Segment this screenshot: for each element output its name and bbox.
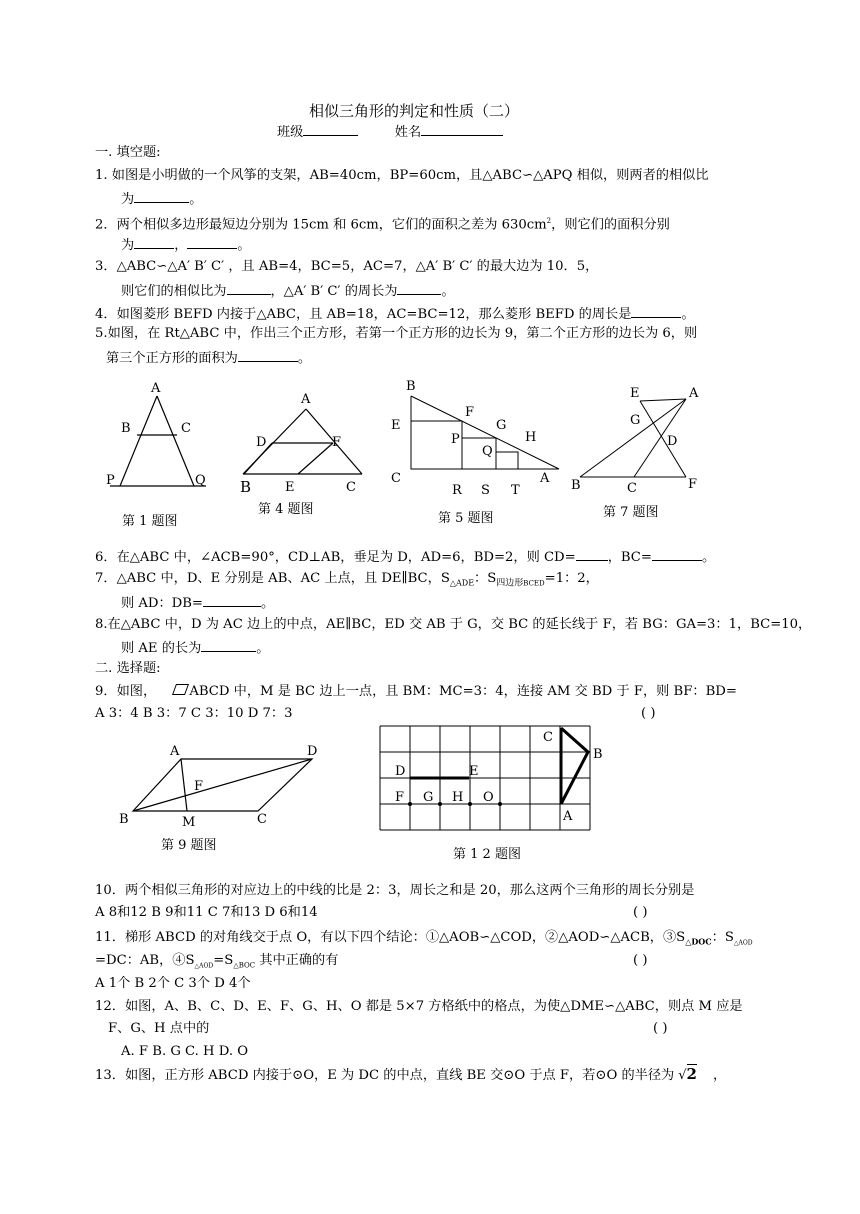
question-4: 4．如图菱形 BEFD 内接于△ABC，且 AB=18，AC=BC=12，那么菱形 BEFD 的周长是 。: [95, 307, 695, 322]
f5-label-S: S: [481, 483, 490, 498]
f12-label-E: E: [469, 764, 479, 779]
question-11: 11．梯形 ABCD 的对角线交于点 O，有以下四个结论：①△AOB∽△COD，②△AOD∽△ACB，$③S_{\triangle DOC}$：$S_{\triangle AOD}$: [95, 930, 753, 947]
name-label: 姓名: [394, 125, 422, 140]
question-9: 9．如图， ABCD 中，M 是 BC 边上一点，且 BM：MC=3：4，连接 AM 交 BD 于 F，则 BF：BD=: [95, 684, 737, 699]
question-3-cont: 则它们的相似比为 ，△A′ B′ C′ 的周长为 。: [121, 284, 455, 299]
f5-label-Q: Q: [482, 444, 493, 459]
f5-label-H: H: [525, 430, 537, 445]
page-title: 相似三角形的判定和性质（二）: [309, 102, 520, 120]
question-5-cont: 第三个正方形的面积为 。: [106, 351, 312, 366]
f7-label-A: A: [689, 386, 699, 401]
question-9-paren: ( ): [641, 706, 656, 721]
figure-12-caption: 第 1 2 题图: [453, 847, 521, 862]
question-8: 8.在△ABC 中，D 为 AC 边上的中点，AE∥BC，ED 交 AB 于 G，交 BC 的延长线于 F，若 BG：GA=3：1，BC=10，: [95, 617, 812, 632]
f5-label-C: C: [391, 471, 401, 486]
f1-label-P: P: [106, 473, 115, 488]
f12-label-D: D: [395, 764, 406, 779]
f4-label-A: A: [301, 392, 311, 407]
f1-label-B: B: [121, 421, 131, 436]
question-12-cont: F、G、H 点中的: [108, 1021, 210, 1036]
section-choice: 二. 选择题:: [95, 661, 161, 676]
f9-label-B: B: [119, 812, 129, 827]
question-10-paren: ( ): [633, 905, 648, 920]
f12-label-A: A: [563, 809, 573, 824]
section-fill-blank: 一. 填空题:: [95, 145, 161, 160]
figure-1-caption: 第 1 题图: [122, 514, 178, 529]
figure-9-caption: 第 9 题图: [161, 838, 217, 853]
f1-label-A: A: [151, 381, 161, 396]
question-12-paren: ( ): [653, 1021, 668, 1036]
question-6: 6．在△ABC 中，∠ACB=90°，CD⊥AB，垂足为 D，AD=6，BD=2，则 CD= ，BC= 。: [95, 550, 716, 565]
question-11-options: A 1个 B 2个 C 3个 D 4个: [95, 976, 251, 991]
question-7: 7．△ABC 中，D、E 分别是 AB、AC 上点，且 DE∥BC，$S_{\triangle ADE}$：$S_{四边形BCED}=1$：2，: [95, 571, 599, 589]
f12-label-C: C: [543, 730, 553, 745]
question-7-cont: 则 AD：DB= 。: [121, 596, 275, 611]
f7-label-F: F: [688, 477, 698, 492]
f7-label-G: G: [630, 413, 641, 428]
f5-label-R: R: [452, 483, 462, 498]
class-label: 班级: [277, 125, 304, 140]
question-10-options: A 8和12 B 9和11 C 7和13 D 6和14: [95, 905, 318, 920]
f4-label-C: C: [346, 480, 356, 495]
f12-label-O: O: [483, 790, 494, 805]
class-field: [277, 123, 503, 141]
question-3: 3．△ABC∽△A′ B′ C′ ，且 AB=4，BC=5，AC=7，△A′ B′ C′ 的最大边为 10．5，: [95, 259, 599, 274]
f12-label-H: H: [452, 790, 464, 805]
question-2-cont: 为 ， 。: [121, 238, 251, 253]
question-1-cont: 为 。: [121, 192, 203, 207]
question-10: 10．两个相似三角形的对应边上的中线的比是 2：3，周长之和是 20，那么这两个三角形的周长分别是: [95, 883, 695, 898]
f5-label-F: F: [465, 405, 475, 420]
question-8-cont: 则 AE 的长为 。: [121, 641, 270, 656]
figure-5-caption: 第 5 题图: [438, 511, 494, 526]
f4-label-B: B: [240, 478, 252, 496]
f9-label-F: F: [194, 779, 204, 794]
f9-label-A: A: [170, 744, 180, 759]
question-13: 13．如图，正方形 ABCD 内接于⊙O，E 为 DC 的中点，直线 BE 交⊙O 于点 F，若⊙O 的半径为 √2 ，: [95, 1065, 727, 1083]
f4-label-F: F: [332, 435, 342, 450]
f9-label-C: C: [257, 812, 267, 827]
f5-label-P: P: [451, 432, 460, 447]
f9-label-M: M: [182, 815, 196, 830]
f9-label-D: D: [307, 744, 318, 759]
question-12-options: A. F B. G C. H D. O: [121, 1044, 249, 1059]
f4-label-E: E: [285, 480, 295, 495]
f7-label-C: C: [627, 481, 637, 496]
f5-label-T: T: [511, 483, 520, 498]
question-12: 12．如图，A、B、C、D、E、F、G、H、O 都是 5×7 方格纸中的格点，为使△DME∽△ABC，则点 M 应是: [95, 999, 743, 1014]
f1-label-C: C: [181, 421, 191, 436]
question-11-cont: =DC：AB，$④S_{\triangle AOD}=S_{\triangle BOC}$ 其中正确的有: [95, 953, 339, 970]
question-2: 2．两个相似多边形最短边分别为 15cm 和 6cm，它们的面积之差为 $630cm^2$，则它们的面积分别: [95, 217, 670, 233]
f7-label-B: B: [571, 478, 581, 493]
f5-label-B: B: [406, 379, 416, 394]
figure-4-caption: 第 4 题图: [258, 502, 314, 517]
sqrt-symbol: √2: [678, 1065, 697, 1083]
question-9-options: A 3：4 B 3：7 C 3：10 D 7：3: [95, 706, 293, 721]
figure-7-caption: 第 7 题图: [603, 505, 659, 520]
f5-label-E: E: [391, 418, 401, 433]
f1-label-Q: Q: [195, 473, 206, 488]
f12-label-B: B: [593, 747, 603, 762]
f12-label-F: F: [395, 790, 405, 805]
f12-label-G: G: [423, 790, 434, 805]
question-11-paren: ( ): [633, 953, 648, 968]
f7-label-E: E: [630, 386, 640, 401]
f7-label-D: D: [667, 434, 678, 449]
f5-label-A: A: [540, 471, 550, 486]
question-5: 5.如图，在 Rt△ABC 中，作出三个正方形，若第一个正方形的边长为 9，第二个正方形的边长为 6，则: [95, 326, 698, 341]
f5-label-G: G: [496, 418, 507, 433]
parallelogram-icon: [172, 684, 189, 695]
f4-label-D: D: [256, 435, 267, 450]
question-1: 1. 如图是小明做的一个风筝的支架，AB=40cm，BP=60cm，且△ABC∽△APQ 相似，则两者的相似比: [95, 168, 709, 183]
